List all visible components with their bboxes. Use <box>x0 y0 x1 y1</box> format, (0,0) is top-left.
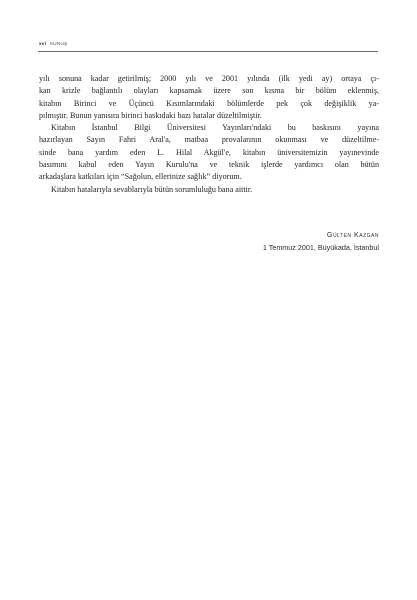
text-line: yılı sonuna kadar getirilmiş; 2000 yılı ve 2001 yılında (ilk yedi ay) ortaya çı- <box>39 74 379 83</box>
place-date: 1 Temmuz 2001, Büyükada, İstanbul <box>262 243 379 252</box>
signature-block <box>0 230 379 254</box>
header-rule <box>38 51 378 52</box>
text-line: basımını kabul eden Yayın Kurulu'na ve teknik işlerde yardımcı olan bütün <box>39 160 379 170</box>
text-line: hazırlayan Sayın Fahri Aral'a, matbaa provalarının okunması ve düzeltilme- <box>39 135 379 145</box>
author-name: Gülten Kazgan <box>326 230 379 239</box>
text-line: Kitabın hatalarıyla sevablarıyla bütün sorumluluğu bana aittir. <box>51 184 253 194</box>
paragraph-2 <box>39 122 379 183</box>
running-header <box>39 41 378 47</box>
text-line: Kitabın İstanbul Bilgi Üniversitesi Yayınları'ndaki bu baskısını yayına <box>51 123 379 133</box>
paragraph-1 <box>39 73 379 122</box>
body-text <box>39 73 379 196</box>
text-line: pılmıştır. Bunun yanısıra birinci baskıdaki bazı hatalar düzeltilmiştir. <box>39 110 262 120</box>
text-line: arkadaşlara katkıları için “Sağolun, ellerinize sağlık” diyorum. <box>39 172 242 182</box>
text-line: kan krizle bağlantılı olayları kapsamak üzere son kısma bir bölüm eklenmiş, <box>39 86 379 96</box>
running-title: SUNUŞ <box>49 41 68 46</box>
text-line: sinde bana yardım eden L. Hilal Akgül'e, kitabın üniversitemizin yayınevinde <box>39 147 379 157</box>
page-number: xvi <box>39 41 47 46</box>
text-line: kitabın Birinci ve Üçüncü Kısımlarındaki bölümlerde pek çok değişiklik ya- <box>39 98 379 108</box>
paragraph-3 <box>39 184 379 196</box>
